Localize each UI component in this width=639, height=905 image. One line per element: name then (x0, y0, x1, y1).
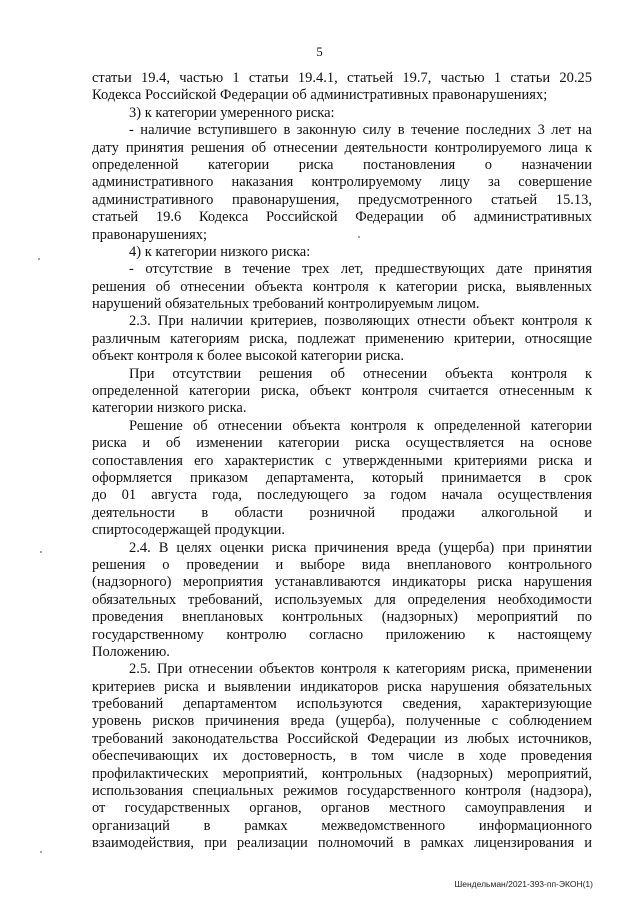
text-line: 2.4. В целях оценки риска причинения вреда (ущерба) при принятии (129, 539, 592, 556)
text-line: 4) к категории низкого риска: (129, 243, 311, 260)
text-line: решения об отнесении объекта контроля к категории риска, выявленных (92, 278, 592, 295)
text-line: 2.3. При наличии критериев, позволяющих отнести объект контроля к (129, 313, 592, 330)
text-line: спиртосодержащей продукции. (92, 522, 285, 539)
text-line: 3) к категории умеренного риска: (129, 104, 335, 121)
text-line: сопоставления его характеристик с утвержденными критериями риска и (92, 452, 592, 469)
text-line: Кодекса Российской Федерации об административных правонарушениях; (92, 87, 548, 104)
text-line: правонарушениях; (92, 226, 208, 243)
text-line: нарушений обязательных требований контролируемым лицом. (92, 296, 480, 313)
text-line: риска и об изменении категории риска осуществляется на основе (92, 435, 592, 452)
document-body (92, 70, 592, 853)
text-line: статьей 19.6 Кодекса Российской Федерации об административных (92, 209, 592, 226)
text-line: объект контроля к более высокой категории риска. (92, 348, 404, 365)
text-line: проведения внеплановых контрольных (надзорных) мероприятий по (92, 609, 592, 626)
text-line: дату принятия решения об отнесении деятельности контролируемого лица к (92, 139, 592, 156)
text-line: оформляется приказом департамента, который принимается в срок (92, 469, 592, 486)
text-line: требований департаментом используются сведения, характеризующие (92, 696, 592, 713)
text-line: использования специальных режимов государственного контроля (надзора), (92, 783, 592, 800)
text-line: - отсутствие в течение трех лет, предшествующих дате принятия (129, 261, 592, 278)
text-line: обеспечивающих их достоверность, в том числе в ходе проведения (92, 748, 592, 765)
scan-speck (40, 851, 42, 853)
text-line: деятельности в области розничной продажи алкогольной и (92, 504, 592, 521)
text-line: взаимодействия, при реализации полномочий в рамках лицензирования и (92, 835, 592, 852)
text-line: обязательных требований, используемых для определения необходимости (92, 591, 592, 608)
text-line: государственному контролю согласно приложению к настоящему (92, 626, 592, 643)
text-line: определенной категории риска, объект контроля считается отнесенным к (92, 383, 592, 400)
document-footer: Шендельман/2021-393-пп-ЭКОН(1) (454, 879, 593, 889)
text-line: требований законодательства Российской Федерации из любых источников, (92, 730, 592, 747)
text-line: уровень рисков причинения вреда (ущерба), полученные с соблюдением (92, 713, 592, 730)
text-line: категории низкого риска. (92, 400, 247, 417)
text-line: Решение об отнесении объекта контроля к определенной категории (129, 417, 592, 434)
page-number: 5 (316, 44, 323, 59)
text-line: статьи 19.4, частью 1 статьи 19.4.1, статьей 19.7, частью 1 статьи 20.25 (92, 70, 592, 86)
text-line: до 01 августа года, последующего за годом начала осуществления (92, 487, 592, 504)
text-line: Положению. (92, 643, 170, 660)
text-line: административного правонарушения, предусмотренного статьей 15.13, (92, 191, 592, 208)
text-line: профилактических мероприятий, контрольных (надзорных) мероприятий, (92, 765, 592, 782)
text-line: 2.5. При отнесении объектов контроля к категориям риска, применении (129, 661, 592, 678)
text-line: (надзорного) мероприятия устанавливаются индикаторы риска нарушения (92, 574, 592, 591)
text-line: организаций в рамках межведомственного информационного (92, 817, 592, 834)
scan-speck (358, 236, 360, 238)
text-line: При отсутствии решения об отнесении объекта контроля к (129, 365, 592, 382)
text-line: критериев риска и выявлении индикаторов риска нарушения обязательных (92, 678, 592, 695)
scan-speck (38, 258, 40, 260)
text-line: административного наказания контролируемому лицу за совершение (92, 174, 592, 191)
text-line: от государственных органов, органов местного самоуправления и (92, 800, 592, 817)
scan-speck (40, 551, 42, 553)
text-line: определенной категории риска постановления о назначении (92, 156, 592, 173)
text-line: различным категориям риска, подлежат применению критерии, относящие (92, 330, 592, 347)
text-line: решения о проведении и выборе вида внепланового контрольного (92, 556, 592, 573)
text-line: - наличие вступившего в законную силу в течение последних 3 лет на (129, 122, 592, 139)
